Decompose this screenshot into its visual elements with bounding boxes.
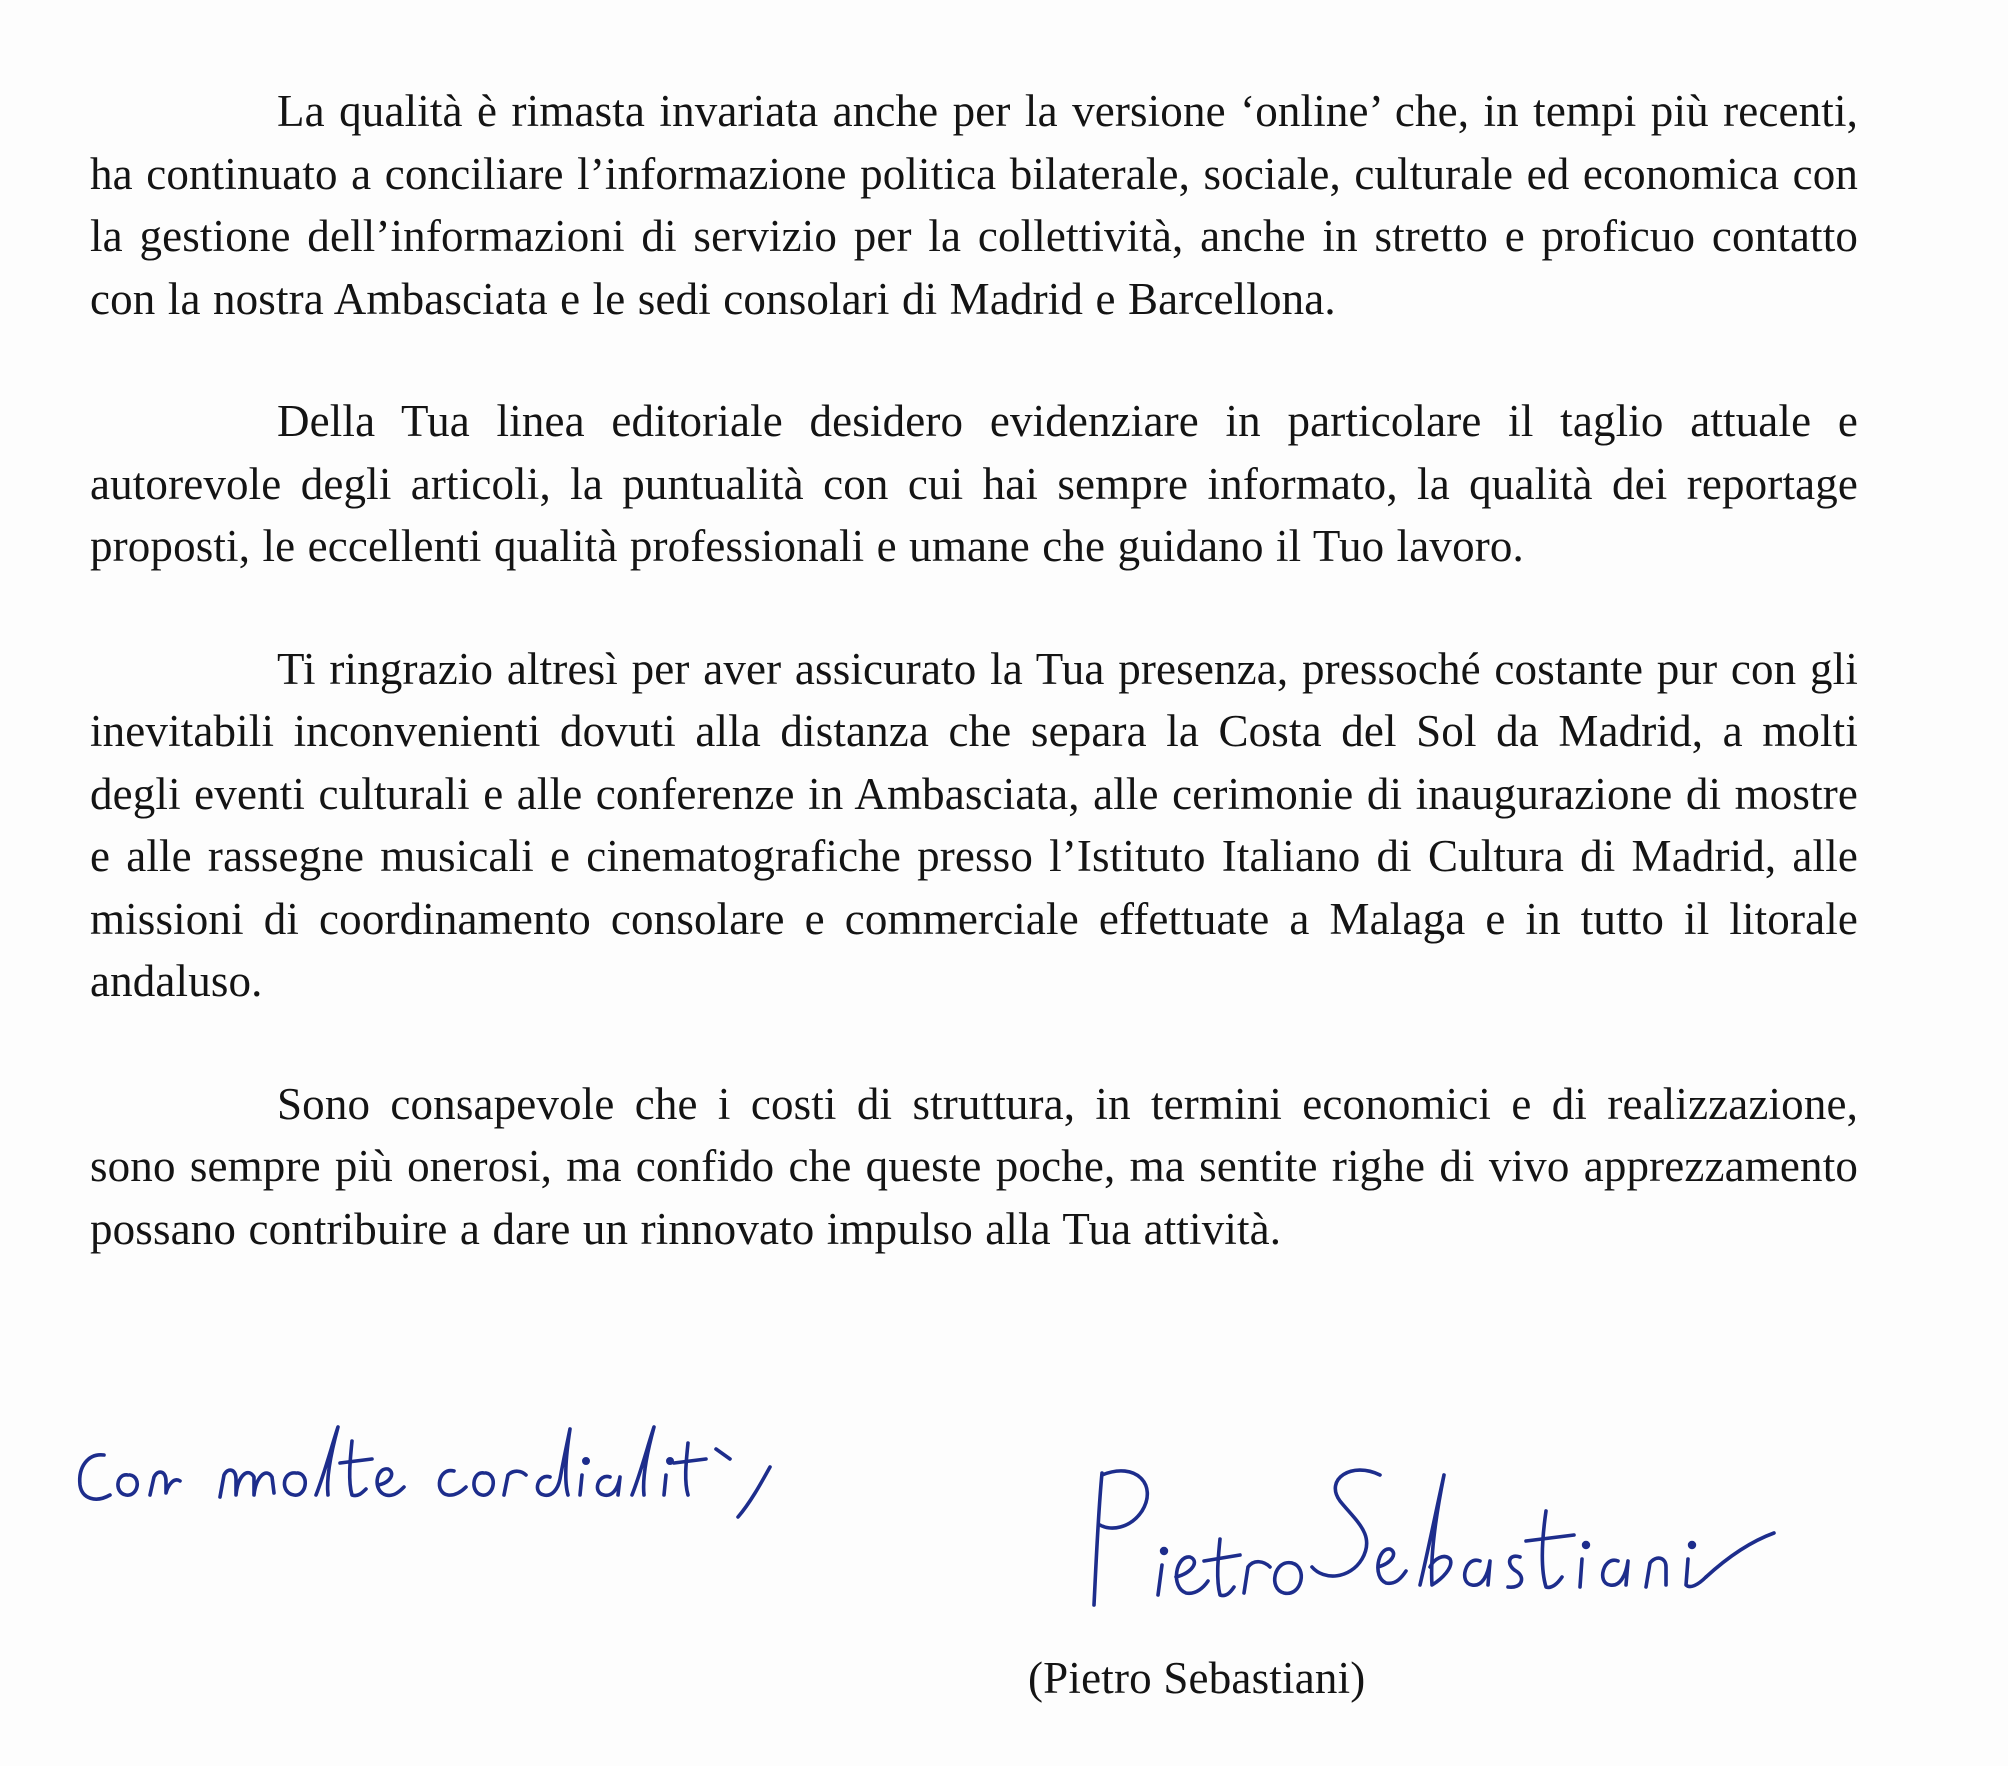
letter-body xyxy=(90,80,1858,1260)
handwritten-closing xyxy=(70,1405,850,1525)
handwritten-signature xyxy=(1080,1455,1800,1615)
paragraph-costs: Sono consapevole che i costi di struttura, in termini economici e di realizzazione, sono sempre più onerosi, ma confido che queste poche, ma sentite righe di vivo apprezzamento possano contribuire a dare un rinnovato impulso alla Tua attività. xyxy=(90,1078,1858,1254)
signatory-name: (Pietro Sebastiani) xyxy=(1028,1653,1366,1703)
paragraph-online-version: La qualità è rimasta invariata anche per la versione ‘online’ che, in tempi più recenti, ha continuato a conciliare l’informazione politica bilaterale, sociale, culturale ed economica con la gestione dell’informazioni di servizio per la collettività, anche in stretto e proficuo contatto con la nostra Ambasciata e le sedi consolari di Madrid e Barcellona. xyxy=(90,86,1858,324)
paragraph-thanks-presence: Ti ringrazio altresì per aver assicurato la Tua presenza, pressoché costante pur con gli inevitabili inconvenienti dovuti alla distanza che separa la Costa del Sol da Madrid, a molti degli eventi culturali e alle conferenze in Ambasciata, alle cerimonie di inaugurazione di mostre e alle rassegne musicali e cinematografiche presso l’Istituto Italiano di Cultura di Madrid, alle missioni di coordinamento consolare e commerciale effettuate a Malaga e in tutto il litorale andaluso. xyxy=(90,643,1858,1006)
paragraph-editorial-line: Della Tua linea editoriale desidero evidenziare in particolare il taglio attuale e autorevole degli articoli, la puntualità con cui hai sempre informato, la qualità dei reportage proposti, le eccellenti qualità professionali e umane che guidano il Tuo lavoro. xyxy=(90,396,1858,571)
